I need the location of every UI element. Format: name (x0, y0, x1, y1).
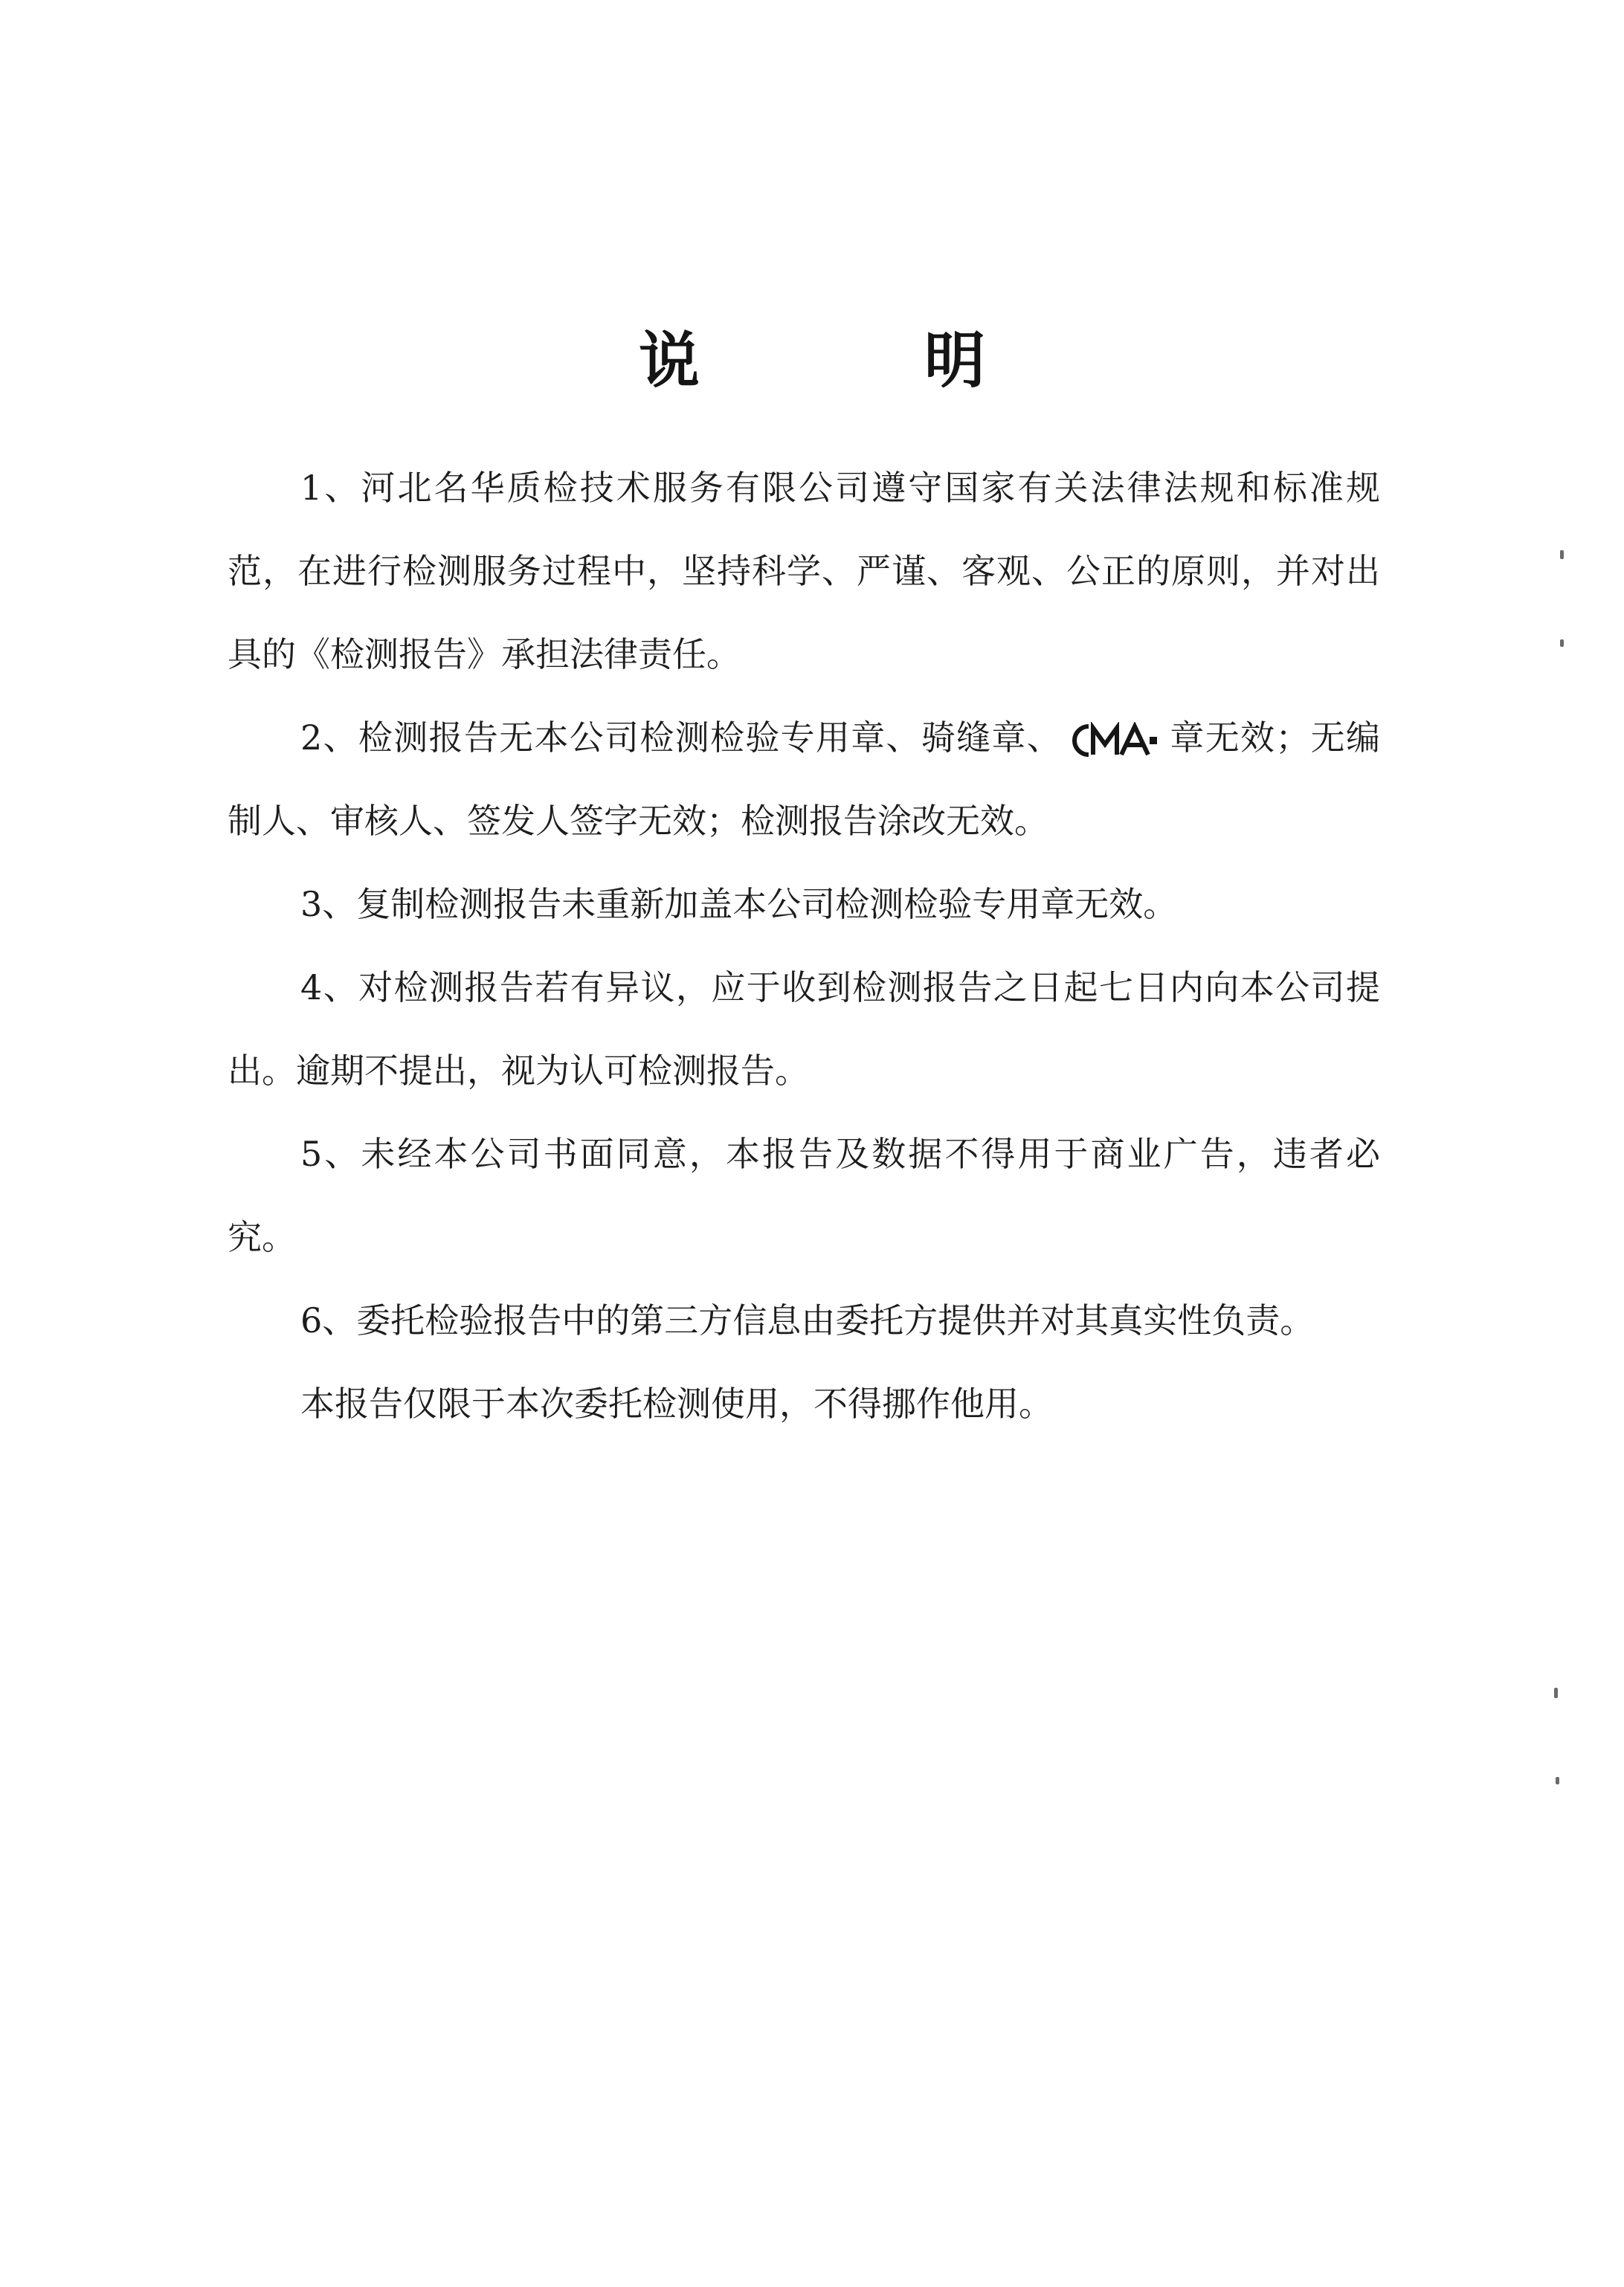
scan-speck (1556, 1777, 1559, 1784)
cma-mark-icon (1066, 722, 1164, 759)
statement-item-4: 4、对检测报告若有异议，应于收到检测报告之日起七日内向本公司提出。逾期不提出，视为认可检测报告。 (228, 967, 1380, 1091)
scan-speck (1560, 550, 1564, 559)
statement-item-6: 6、委托检验报告中的第三方信息由委托方提供并对其真实性负责。 (300, 1300, 1315, 1341)
usage-note: 本报告仅限于本次委托检测使用，不得挪作他用。 (300, 1384, 1053, 1424)
scan-speck (1560, 639, 1564, 647)
statement-item-5: 5、未经本公司书面同意，本报告及数据不得用于商业广告，违者必究。 (228, 1134, 1380, 1257)
scan-speck (1554, 1688, 1558, 1698)
statement-item-1: 1、河北名华质检技术服务有限公司遵守国家有关法律法规和标准规范，在进行检测服务过程中，坚持科学、严谨、客观、公正的原则，并对出具的《检测报告》承担法律责任。 (228, 468, 1380, 674)
statement-item-2 (228, 696, 1380, 862)
statement-item-2-tail: 章无效；无编制人、审核人、签发人签字无效；检测报告涂改无效。 (228, 717, 1380, 841)
statement-item-3: 3、复制检测报告未重新加盖本公司检测检验专用章无效。 (300, 884, 1178, 924)
statement-item-2-lead: 2、检测报告无本公司检测检验专用章、骑缝章、 (300, 717, 1063, 758)
statement-body (228, 446, 1380, 1445)
page-title: 说 明 (638, 325, 1067, 396)
